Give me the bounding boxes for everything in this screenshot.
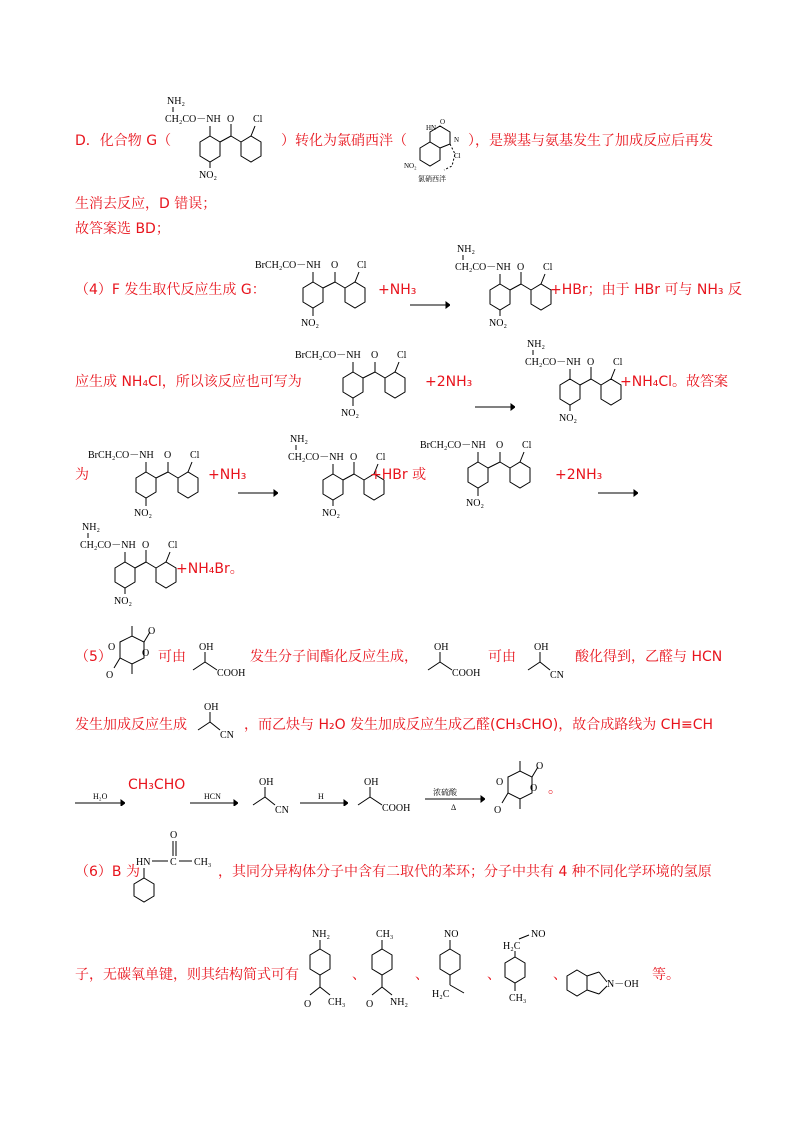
text-q5-h: CH₃CHO bbox=[128, 777, 186, 793]
svg-text:NO: NO bbox=[444, 929, 459, 940]
svg-text:CH₂CO－NH: CH₂CO－NH bbox=[525, 357, 581, 368]
text-q4-a: （4）F 发生取代反应生成 G： bbox=[75, 282, 266, 298]
svg-text:Cl: Cl bbox=[522, 440, 532, 451]
svg-text:OH: OH bbox=[199, 642, 214, 653]
svg-text:O: O bbox=[142, 540, 150, 551]
isomer-4-structure bbox=[497, 925, 557, 1015]
svg-text:NO₂: NO₂ bbox=[559, 413, 577, 424]
text-q5-g: ，而乙炔与 H₂O 发生加成反应生成乙醛(CH₃CHO)，故合成路线为 CH≡CH bbox=[244, 717, 714, 733]
svg-text:NH₂: NH₂ bbox=[312, 929, 330, 940]
svg-text:Cl: Cl bbox=[543, 262, 553, 273]
acetanilide-structure bbox=[130, 828, 220, 908]
svg-text:H: H bbox=[318, 792, 324, 801]
text-d2: 生消去反应，D 错误； bbox=[75, 196, 217, 212]
compound-g-structure bbox=[155, 92, 285, 182]
text-q6-h: 等。 bbox=[652, 967, 680, 983]
text-q4-c: +HBr；由于 HBr 可与 NH₃ 反 bbox=[550, 282, 742, 298]
text-q5-i: 。 bbox=[548, 781, 562, 797]
svg-text:氯硝西泮: 氯硝西泮 bbox=[418, 175, 446, 183]
svg-text:NH₂: NH₂ bbox=[457, 244, 475, 255]
svg-text:CH₂CO－NH: CH₂CO－NH bbox=[80, 540, 136, 551]
svg-text:HN: HN bbox=[426, 124, 437, 132]
svg-text:NH₂: NH₂ bbox=[167, 96, 185, 107]
text-q4-f: +NH₄Cl。故答案 bbox=[620, 374, 729, 390]
text-q5-e: 酸化得到，乙醛与 HCN bbox=[575, 649, 723, 665]
text-q6-g: 、 bbox=[553, 967, 567, 983]
svg-text:CN: CN bbox=[275, 805, 289, 816]
svg-text:N－OH: N－OH bbox=[607, 979, 639, 990]
svg-text:NO₂: NO₂ bbox=[466, 498, 484, 509]
svg-text:CH₂CO－NH: CH₂CO－NH bbox=[165, 114, 221, 125]
svg-text:Cl: Cl bbox=[454, 152, 461, 160]
arrow-1 bbox=[410, 300, 450, 310]
svg-text:NH₂: NH₂ bbox=[390, 997, 408, 1008]
svg-text:O: O bbox=[164, 450, 172, 461]
svg-text:Cl: Cl bbox=[357, 260, 367, 271]
svg-text:H₂C: H₂C bbox=[432, 989, 450, 1000]
arrow-hcn bbox=[190, 792, 238, 806]
svg-text:OH: OH bbox=[434, 642, 449, 653]
text-q5-c: 发生分子间酯化反应生成， bbox=[250, 649, 418, 665]
arrow-2 bbox=[475, 402, 515, 412]
compound-f-structure-2 bbox=[295, 340, 425, 420]
svg-text:NO₂: NO₂ bbox=[404, 162, 417, 170]
svg-text:O: O bbox=[106, 670, 114, 681]
svg-text:CH₃: CH₃ bbox=[509, 993, 527, 1004]
svg-text:NO₂: NO₂ bbox=[134, 508, 152, 519]
svg-text:O: O bbox=[371, 350, 379, 361]
svg-text:OH: OH bbox=[259, 777, 274, 788]
svg-text:NO₂: NO₂ bbox=[114, 596, 132, 607]
text-q4-j: +2NH₃ bbox=[555, 467, 603, 483]
text-q4-k: +NH₄Br。 bbox=[176, 561, 244, 577]
svg-text:O: O bbox=[331, 260, 339, 271]
lactide-structure bbox=[100, 620, 160, 690]
svg-text:O: O bbox=[530, 783, 538, 794]
arrow-water bbox=[75, 792, 125, 806]
svg-text:O: O bbox=[142, 648, 150, 659]
lactonitrile-structure-2 bbox=[190, 700, 240, 750]
svg-text:O: O bbox=[496, 777, 504, 788]
text-q5-f: 发生加成反应生成 bbox=[75, 717, 187, 733]
lactonitrile-structure bbox=[520, 640, 570, 690]
text-q5-a: （5） bbox=[75, 649, 112, 665]
svg-text:NH₂: NH₂ bbox=[290, 434, 308, 445]
svg-text:H₂C: H₂C bbox=[503, 941, 521, 952]
svg-text:HCN: HCN bbox=[204, 792, 221, 801]
svg-text:OH: OH bbox=[204, 702, 219, 713]
text-q6-b: ，其同分异构体分子中含有二取代的苯环；分子中共有 4 种不同化学环境的氢原 bbox=[218, 864, 712, 880]
lactic-acid-structure bbox=[185, 640, 255, 690]
lactic-acid-structure-2 bbox=[420, 640, 490, 690]
svg-text:Cl: Cl bbox=[376, 452, 386, 463]
svg-text:O: O bbox=[350, 452, 358, 463]
svg-text:Cl: Cl bbox=[397, 350, 407, 361]
svg-text:CH₂CO－NH: CH₂CO－NH bbox=[455, 262, 511, 273]
svg-text:Cl: Cl bbox=[190, 450, 200, 461]
text-q4-g: 为 bbox=[75, 467, 89, 483]
arrow-3 bbox=[238, 488, 278, 498]
svg-text:CN: CN bbox=[220, 730, 234, 741]
compound-f-structure-3 bbox=[88, 440, 218, 520]
text-d1-a: D．化合物 G（ bbox=[75, 133, 172, 149]
svg-text:O: O bbox=[304, 999, 312, 1010]
svg-text:BrCH₂CO－NH: BrCH₂CO－NH bbox=[88, 450, 154, 461]
svg-text:NO₂: NO₂ bbox=[301, 318, 319, 329]
text-q4-i: +HBr 或 bbox=[370, 467, 427, 483]
svg-text:NO₂: NO₂ bbox=[322, 508, 340, 519]
svg-text:O: O bbox=[148, 626, 156, 637]
svg-text:OH: OH bbox=[364, 777, 379, 788]
svg-text:COOH: COOH bbox=[217, 668, 246, 679]
text-d1-c: ），是羰基与氨基发生了加成反应后再发 bbox=[468, 133, 713, 149]
clonazepam-structure bbox=[400, 118, 470, 183]
arrow-esterify bbox=[425, 788, 485, 814]
svg-text:COOH: COOH bbox=[382, 803, 411, 814]
svg-text:NO: NO bbox=[531, 929, 546, 940]
text-q4-d: 应生成 NH₄Cl，所以该反应也可写为 bbox=[75, 374, 302, 390]
svg-text:CH₃: CH₃ bbox=[328, 997, 346, 1008]
text-answer: 故答案选 BD； bbox=[75, 221, 170, 237]
text-q4-b: +NH₃ bbox=[378, 282, 417, 298]
arrow-4 bbox=[598, 488, 638, 498]
text-q4-e: +2NH₃ bbox=[425, 374, 473, 390]
svg-text:NH₂: NH₂ bbox=[527, 339, 545, 350]
text-q6-d: 、 bbox=[352, 967, 366, 983]
svg-text:CH₃: CH₃ bbox=[376, 929, 394, 940]
isomer-1-structure bbox=[300, 925, 360, 1015]
text-q5-b: 可由 bbox=[158, 649, 186, 665]
svg-text:NO₂: NO₂ bbox=[199, 170, 217, 181]
svg-text:HN: HN bbox=[136, 857, 151, 868]
svg-text:CH₃: CH₃ bbox=[194, 857, 212, 868]
svg-text:浓硫酸: 浓硫酸 bbox=[433, 788, 457, 797]
lactic-acid-structure-3 bbox=[350, 775, 420, 825]
compound-f-structure-4 bbox=[420, 430, 550, 515]
svg-text:O: O bbox=[496, 440, 504, 451]
svg-text:COOH: COOH bbox=[452, 668, 481, 679]
svg-text:Cl: Cl bbox=[168, 540, 178, 551]
svg-text:C: C bbox=[170, 857, 177, 868]
svg-text:O: O bbox=[440, 118, 446, 126]
svg-text:OH: OH bbox=[534, 642, 549, 653]
arrow-acid bbox=[300, 792, 348, 806]
svg-text:CH₂CO－NH: CH₂CO－NH bbox=[288, 452, 344, 463]
svg-text:Δ: Δ bbox=[451, 803, 457, 812]
svg-text:O: O bbox=[227, 114, 235, 125]
compound-f-structure bbox=[255, 250, 385, 330]
svg-text:O: O bbox=[494, 805, 502, 816]
svg-text:Cl: Cl bbox=[613, 357, 623, 368]
svg-text:Cl: Cl bbox=[253, 114, 263, 125]
svg-text:BrCH₂CO－NH: BrCH₂CO－NH bbox=[295, 350, 361, 361]
svg-text:BrCH₂CO－NH: BrCH₂CO－NH bbox=[255, 260, 321, 271]
lactide-structure-2 bbox=[488, 755, 548, 825]
svg-text:O: O bbox=[108, 642, 116, 653]
svg-text:O: O bbox=[517, 262, 525, 273]
svg-text:BrCH₂CO－NH: BrCH₂CO－NH bbox=[420, 440, 486, 451]
svg-text:H₂O: H₂O bbox=[93, 792, 108, 801]
svg-text:O: O bbox=[170, 830, 178, 841]
svg-text:O: O bbox=[536, 761, 544, 772]
svg-text:NO₂: NO₂ bbox=[341, 408, 359, 419]
svg-text:N: N bbox=[454, 136, 460, 144]
svg-text:CN: CN bbox=[550, 670, 564, 681]
svg-text:NH₂: NH₂ bbox=[82, 522, 100, 533]
text-q6-f: 、 bbox=[487, 967, 501, 983]
svg-text:O: O bbox=[366, 999, 374, 1010]
isomer-2-structure bbox=[362, 925, 422, 1015]
text-q6-e: 、 bbox=[415, 967, 429, 983]
isomer-5-structure bbox=[563, 960, 653, 1010]
svg-text:O: O bbox=[587, 357, 595, 368]
svg-text:NO₂: NO₂ bbox=[489, 318, 507, 329]
text-q6-a: （6）B 为 bbox=[75, 864, 140, 880]
text-q5-d: 可由 bbox=[488, 649, 516, 665]
text-d1-b: ）转化为氯硝西泮（ bbox=[281, 133, 407, 149]
isomer-3-structure bbox=[430, 925, 490, 1015]
lactonitrile-structure-3 bbox=[245, 775, 295, 825]
text-q6-c: 子，无碳氧单键，则其结构简式可有 bbox=[75, 967, 299, 983]
text-q4-h: +NH₃ bbox=[208, 467, 247, 483]
